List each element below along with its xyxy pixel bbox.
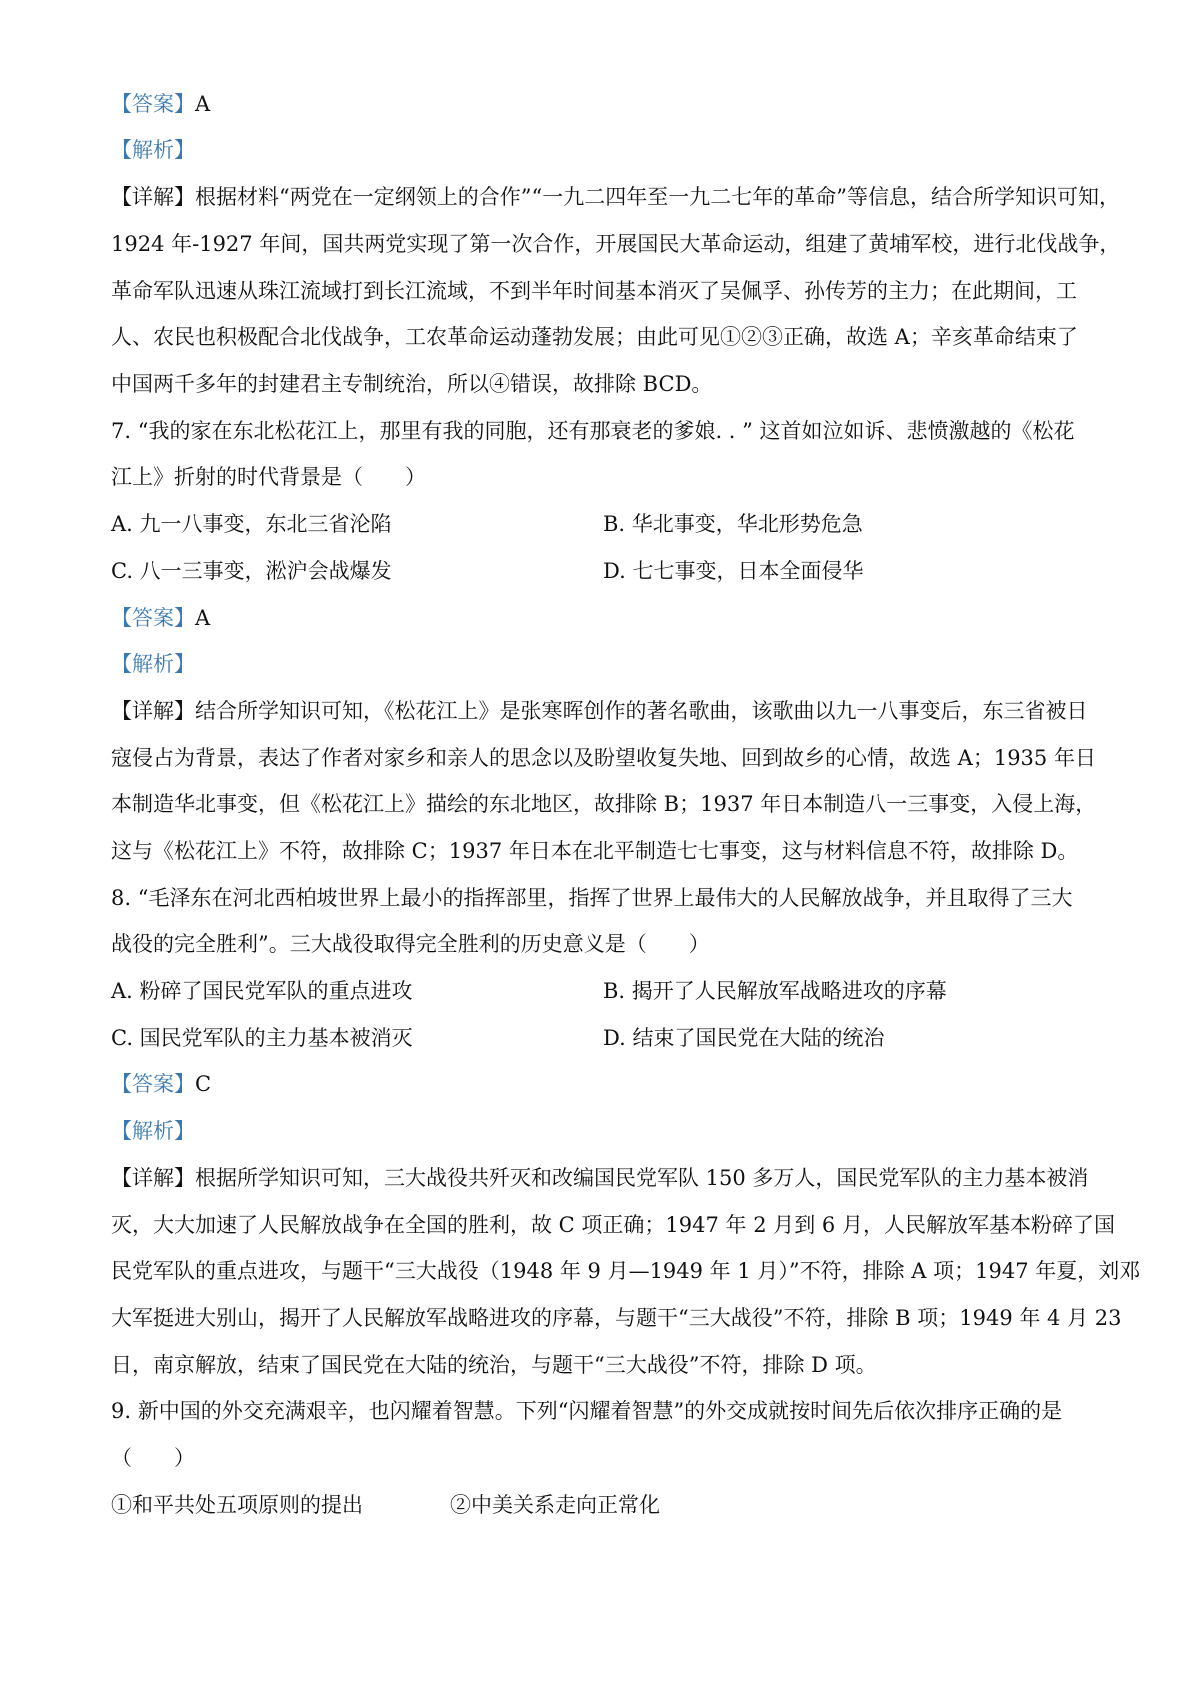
q8-detail-line-1 — [111, 1163, 1088, 1193]
q6-detail-line-3: 革命军队迅速从珠江流域打到长江流域，不到半年时间基本消灭了吴佩孚、孙传芳的主力；在此期间，工 — [111, 279, 1077, 303]
analysis-label: 【解析】 — [111, 1119, 195, 1143]
answer-value: A — [195, 92, 211, 116]
q9-stem-line-1: 9. 新中国的外交充满艰辛，也闪耀着智慧。下列“闪耀着智慧”的外交成就按时间先后依次排序正确的是 — [111, 1399, 1063, 1423]
q7-stem-line-1: 7. “我的家在东北松花江上，那里有我的同胞，还有那衰老的爹娘. . ” 这首如泣如诉、悲愤激越的《松花 — [111, 419, 1075, 443]
q6-detail-line-1 — [111, 182, 1120, 212]
q8-stem-line-2: 战役的完全胜利”。三大战役取得完全胜利的历史意义是（ ） — [111, 932, 710, 956]
q8-detail-line-2: 灭，大大加速了人民解放战争在全国的胜利，故 C 项正确；1947 年 2 月到 6 月，人民解放军基本粉碎了国 — [111, 1213, 1115, 1237]
q6-detail-line-4: 人、农民也积极配合北伐战争，工农革命运动蓬勃发展；由此可见①②③正确，故选 A；辛亥革命结束了 — [111, 325, 1078, 349]
q7-option-a: A. 九一八事变，东北三省沦陷 — [111, 512, 392, 536]
detail-text: 结合所学知识可知，《松花江上》是张寒晖创作的著名歌曲，该歌曲以九一八事变后，东三省被日 — [195, 699, 1088, 723]
detail-text: 根据所学知识可知，三大战役共歼灭和改编国民党军队 150 多万人，国民党军队的主力基本被消 — [195, 1166, 1089, 1190]
q7-option-c: C. 八一三事变，淞沪会战爆发 — [111, 559, 392, 583]
q7-option-b: B. 华北事变，华北形势危急 — [603, 512, 863, 536]
q8-option-a: A. 粉碎了国民党军队的重点进攻 — [111, 979, 413, 1003]
analysis-label: 【解析】 — [111, 652, 195, 676]
q8-analysis — [111, 1116, 195, 1146]
q6-detail-line-5: 中国两千多年的封建君主专制统治，所以④错误，故排除 BCD。 — [111, 372, 713, 396]
q8-option-c: C. 国民党军队的主力基本被消灭 — [111, 1026, 413, 1050]
q7-answer — [111, 603, 210, 633]
answer-label: 【答案】 — [111, 606, 195, 630]
q9-item-1: ①和平共处五项原则的提出 — [111, 1493, 363, 1517]
answer-label: 【答案】 — [111, 92, 195, 116]
q7-detail-line-1 — [111, 696, 1088, 726]
q8-detail-line-5: 日，南京解放，结束了国民党在大陆的统治，与题干“三大战役”不符，排除 D 项。 — [111, 1353, 877, 1377]
q8-option-d: D. 结束了国民党在大陆的统治 — [603, 1026, 885, 1050]
detail-label: 【详解】 — [111, 699, 195, 723]
q7-detail-line-3: 本制造华北事变，但《松花江上》描绘的东北地区，故排除 B；1937 年日本制造八一三事变，入侵上海， — [111, 792, 1097, 816]
q7-option-d: D. 七七事变，日本全面侵华 — [603, 559, 864, 583]
q8-stem-line-1: 8. “毛泽东在河北西柏坡世界上最小的指挥部里，指挥了世界上最伟大的人民解放战争，并且取得了三大 — [111, 886, 1073, 910]
q7-analysis — [111, 649, 195, 679]
answer-value: A — [195, 606, 211, 630]
q8-detail-line-3: 民党军队的重点进攻，与题干“三大战役（1948 年 9 月—1949 年 1 月）”不符，排除 A 项；1947 年夏，刘邓 — [111, 1259, 1141, 1283]
answer-label: 【答案】 — [111, 1072, 195, 1096]
q9-item-2: ②中美关系走向正常化 — [450, 1493, 660, 1517]
detail-text: 根据材料“两党在一定纲领上的合作”“一九二四年至一九二七年的革命”等信息，结合所学知识可知， — [195, 185, 1120, 209]
q6-analysis — [111, 135, 195, 165]
q8-detail-line-4: 大军挺进大别山，揭开了人民解放军战略进攻的序幕，与题干“三大战役”不符，排除 B 项；1949 年 4 月 23 — [111, 1306, 1122, 1330]
q8-option-b: B. 揭开了人民解放军战略进攻的序幕 — [603, 979, 947, 1003]
q6-answer — [111, 89, 210, 119]
q7-detail-line-4: 这与《松花江上》不符，故排除 C；1937 年日本在北平制造七七事变，这与材料信息不符，故排除 D。 — [111, 839, 1079, 863]
q7-detail-line-2: 寇侵占为背景，表达了作者对家乡和亲人的思念以及盼望收复失地、回到故乡的心情，故选 A；1935 年日 — [111, 746, 1096, 770]
answer-value: C — [195, 1072, 212, 1096]
q7-stem-line-2: 江上》折射的时代背景是（ ） — [111, 465, 426, 489]
q8-answer — [111, 1069, 211, 1099]
detail-label: 【详解】 — [111, 1166, 195, 1190]
analysis-label: 【解析】 — [111, 138, 195, 162]
q6-detail-line-2: 1924 年-1927 年间，国共两党实现了第一次合作，开展国民大革命运动，组建了黄埔军校，进行北伐战争， — [111, 232, 1121, 256]
detail-label: 【详解】 — [111, 185, 195, 209]
q9-stem-line-2: （ ） — [111, 1446, 195, 1470]
